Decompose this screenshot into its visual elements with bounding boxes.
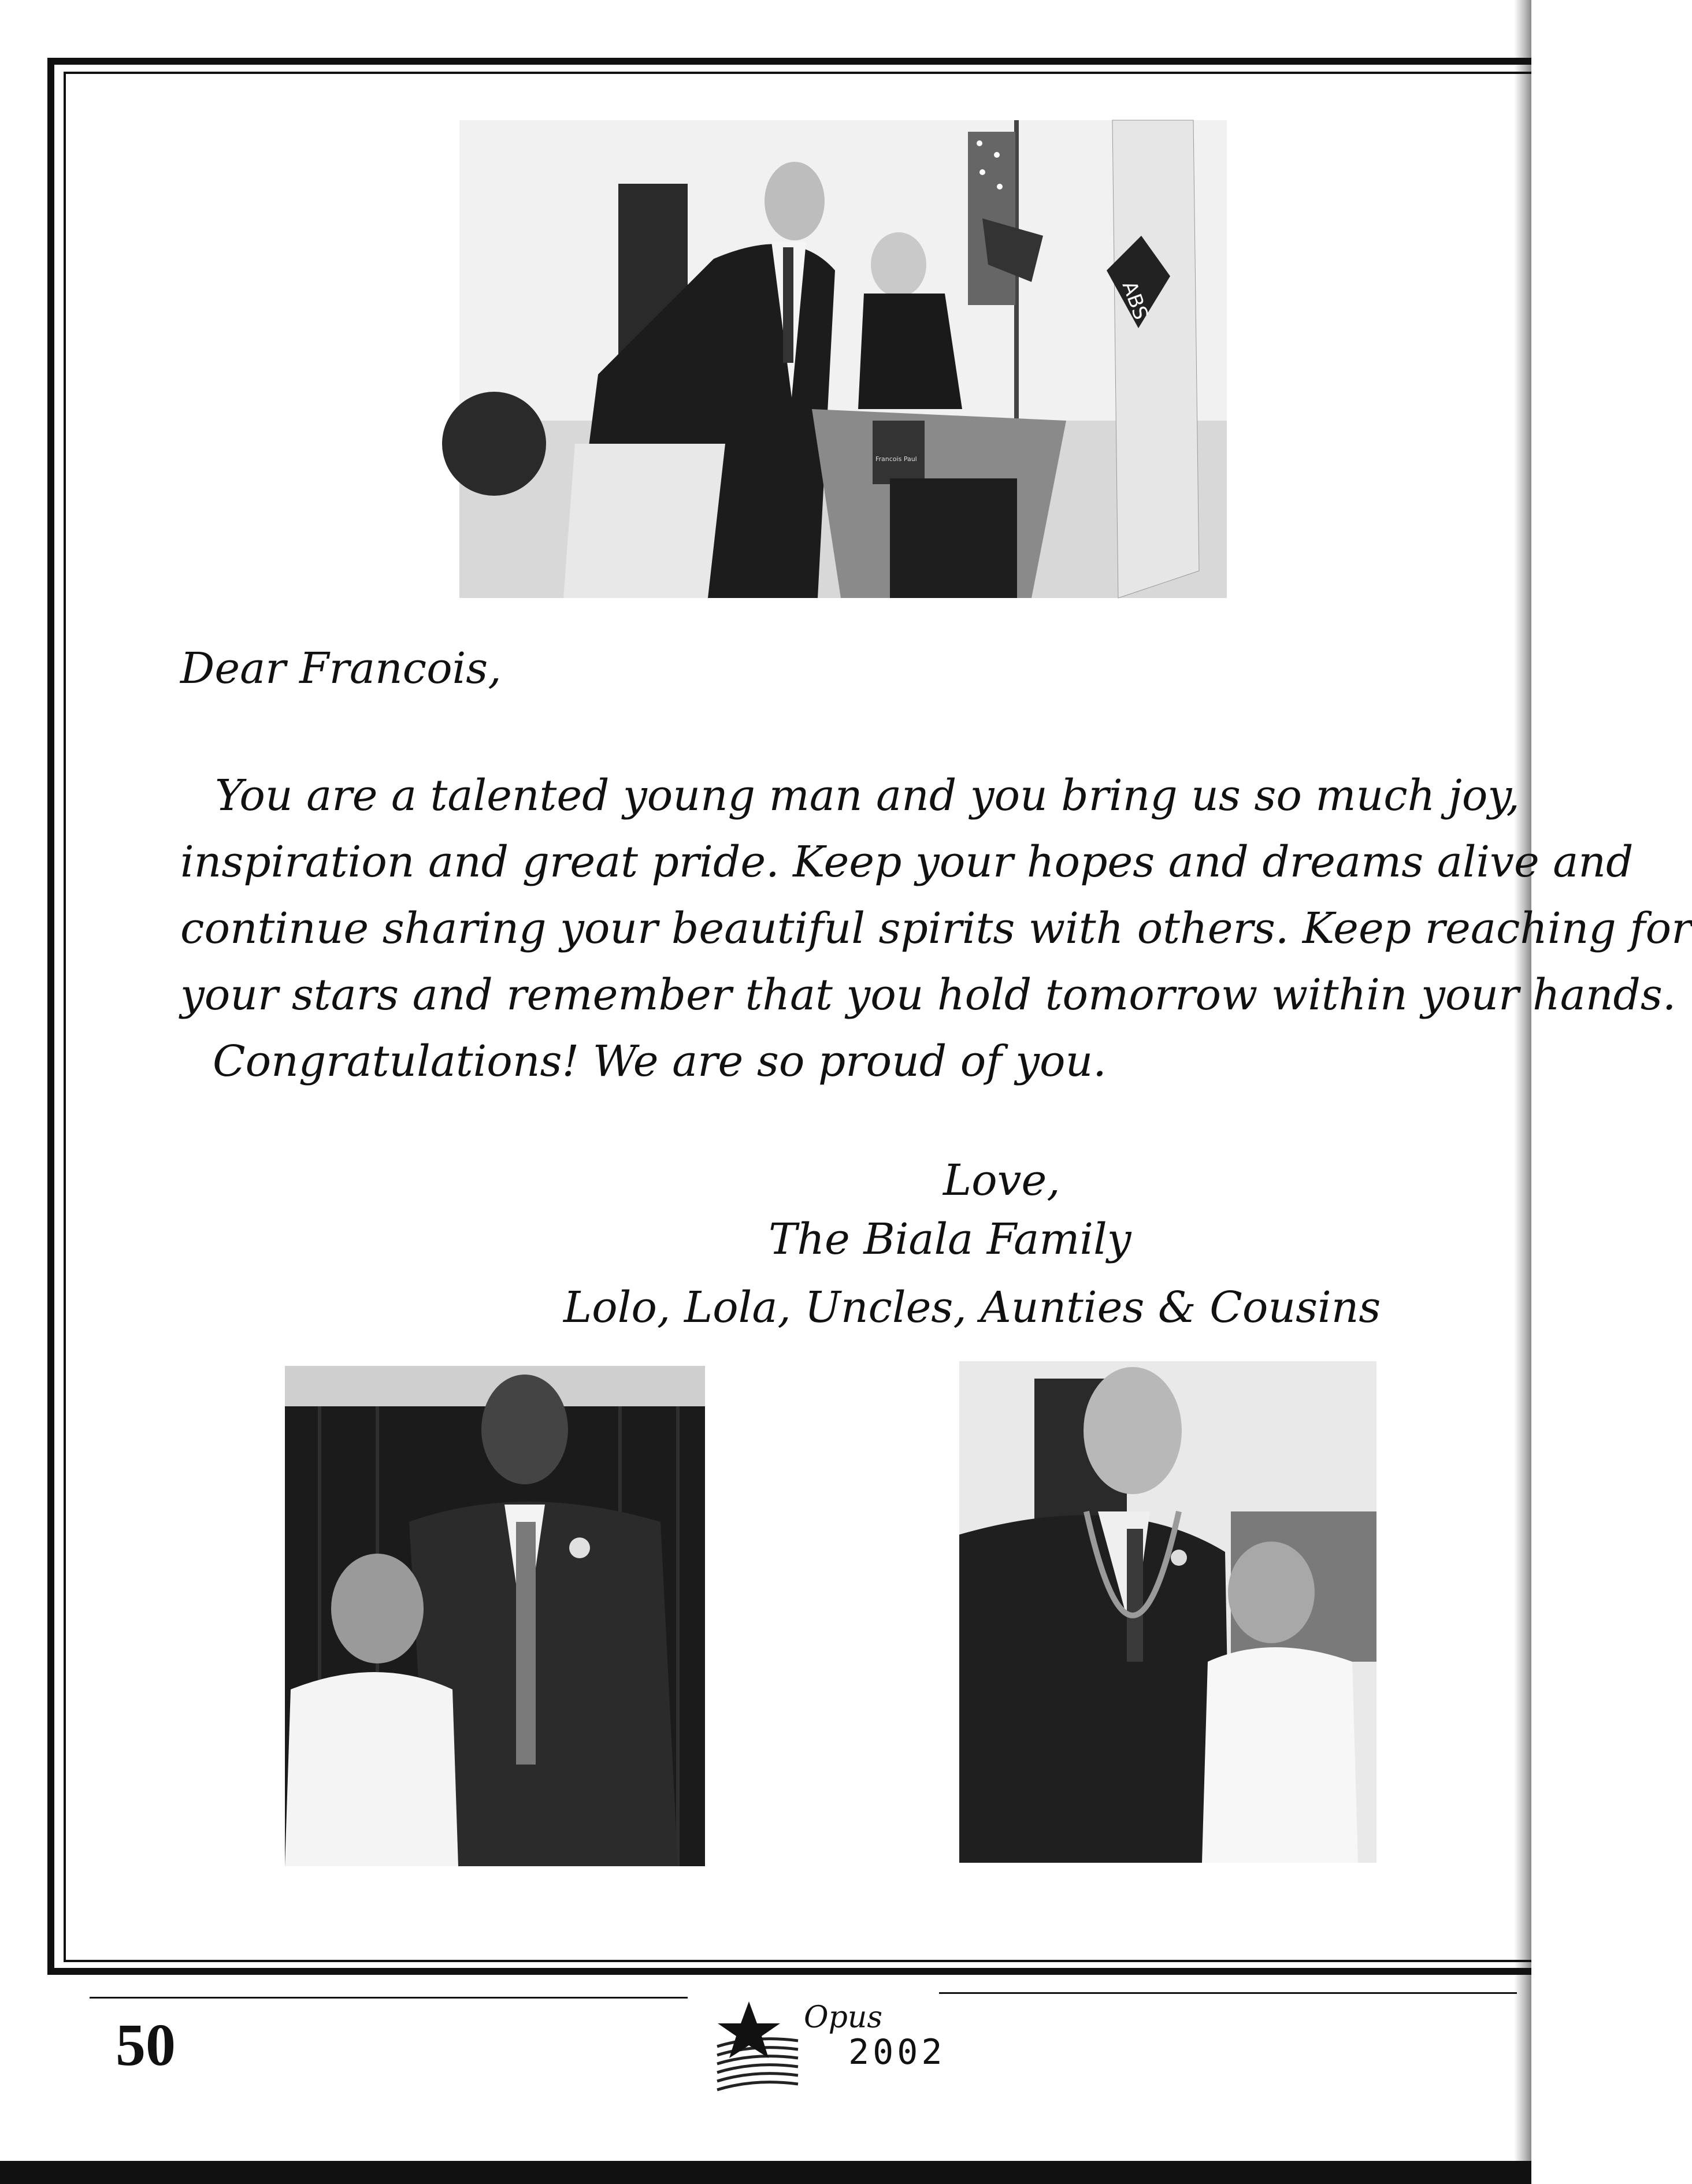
photo-boy-with-guest-left [285,1366,705,1866]
letter-signature-relatives: Lolo, Lola, Uncles, Aunties & Cousins [563,1283,1381,1332]
footer-rule-left [90,1997,688,1999]
photo-boy-with-guest-right [959,1361,1376,1863]
logo-year: 2002 [848,2032,946,2072]
letter-line-2: inspiration and great pride. Keep your hopes and dreams alive and [180,837,1634,887]
lectern-plaque-text: Francois Paul [875,455,917,463]
letter-closing: Love, [943,1156,1060,1205]
opus-logo [714,2000,946,2098]
letter-line-1: You are a talented young man and you bring us so much joy, [215,771,1520,820]
logo-word: Opus [804,2000,883,2035]
letter-signature-family: The Biala Family [769,1214,1131,1264]
star-flag-icon [714,2000,801,2098]
letter-line-3: continue sharing your beautiful spirits with others. Keep reaching for [180,904,1692,953]
footer-rule-right [939,1992,1517,1994]
scan-bottom-bar [0,2161,1531,2184]
letter-line-4: your stars and remember that you hold tomorrow within your hands. [180,970,1676,1020]
letter-salutation: Dear Francois, [180,644,502,693]
photo-award-ceremony [459,120,1227,598]
page-number: 50 [116,2012,176,2078]
banner-abs-text: ABS [1117,278,1153,323]
letter-line-5: Congratulations! We are so proud of you. [213,1037,1107,1086]
